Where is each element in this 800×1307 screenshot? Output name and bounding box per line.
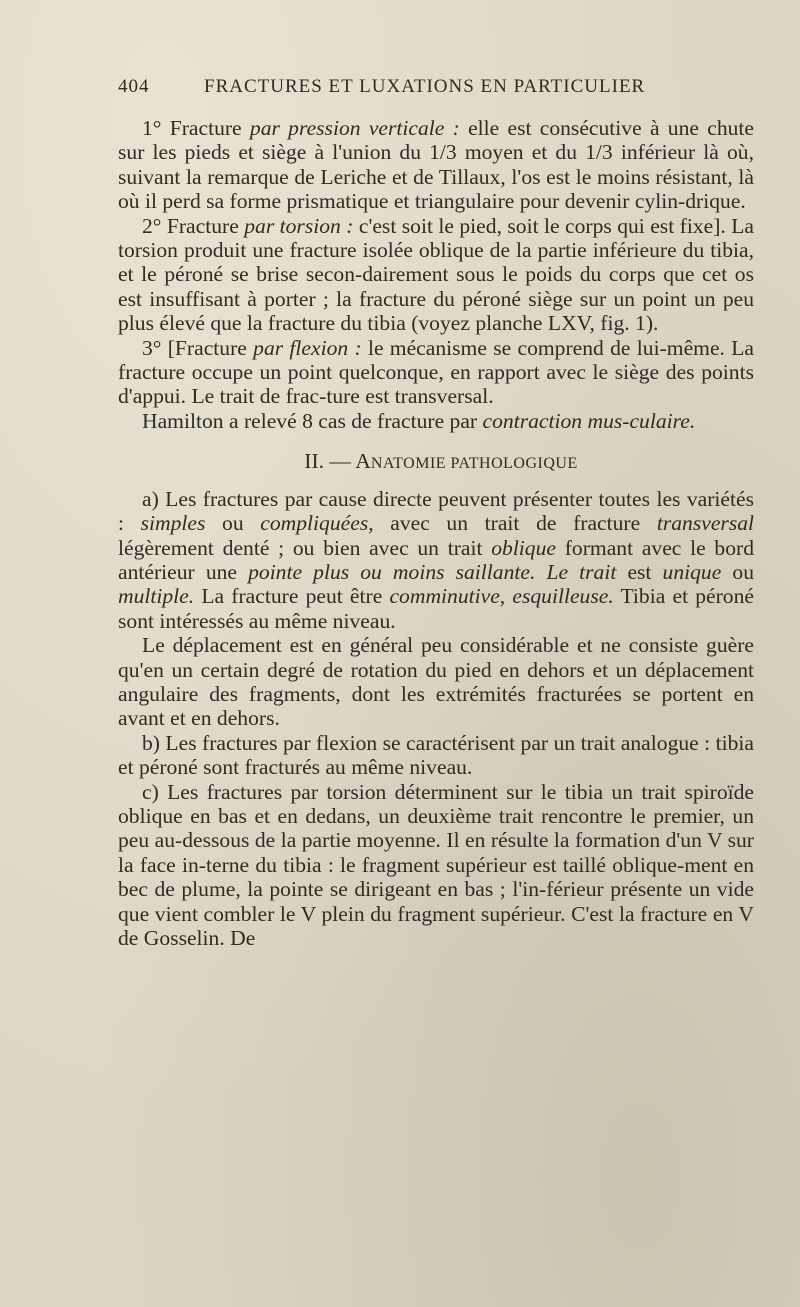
text-run: ou	[205, 511, 261, 536]
emphasis: par torsion :	[244, 213, 354, 238]
paragraph-torsion	[118, 214, 754, 336]
emphasis: contraction mus-culaire.	[482, 408, 696, 433]
emphasis: oblique	[491, 535, 556, 560]
paragraph-hamilton	[118, 409, 754, 433]
text-run: Tibia et péroné sont intéressés au même niveau.	[118, 584, 754, 633]
paragraph-lead: 3° [Fracture	[142, 335, 254, 360]
page-number: 404	[118, 76, 150, 97]
text-run: est	[616, 559, 663, 584]
body-text	[118, 116, 754, 950]
paragraph-text: le mécanisme se comprend de lui-même. La fracture occupe un point quelconque, en rapport avec le siège des points d'appui. Le trait de frac-ture est transversal.	[118, 335, 754, 409]
text-run: formant avec le bord antérieur une	[118, 535, 754, 584]
emphasis: multiple.	[118, 584, 195, 609]
emphasis: pointe plus ou moins saillante. Le trait	[248, 559, 617, 584]
running-title: FRACTURES ET LUXATIONS EN PARTICULIER	[204, 76, 646, 97]
section-title-rest: NATOMIE PATHOLOGIQUE	[370, 455, 578, 473]
section-heading	[118, 449, 754, 476]
text-run: La fracture peut être	[194, 584, 390, 609]
emphasis: comminutive, esquilleuse.	[389, 584, 614, 609]
paragraph-flexion	[118, 336, 754, 409]
section-initial: A	[355, 449, 371, 474]
paragraph-lead: Hamilton a relevé 8 cas de fracture par	[142, 408, 483, 433]
text-run: ou	[721, 559, 754, 584]
text-run: a) Les fractures par cause directe peuvent présenter toutes les variétés :	[118, 486, 754, 536]
running-header	[118, 76, 758, 102]
paragraph-lead: 2° Fracture	[142, 213, 245, 238]
paragraph-vertical-pressure	[118, 116, 754, 214]
paragraph-text: c'est soit le pied, soit le corps qui est fixe]. La torsion produit une fracture isolée oblique de la partie inférieure du tibia, et le péroné se brise secon-dairement sous le poids du corps que cet os est insuffisant à porter ; la fracture du péroné siège sur un point un peu plus élevé que la fracture du tibia (voyez planche LXV, fig. 1).	[118, 213, 754, 336]
paragraph-lead: 1° Fracture	[142, 116, 250, 140]
emphasis: unique	[662, 559, 722, 584]
emphasis: compliquées,	[260, 511, 374, 536]
paragraph-text: elle est consécutive à une chute sur les pieds et siège à l'union du 1/3 moyen et du 1/3 inférieur là où, suivant la remarque de Leriche et de Tillaux, l'os est le moins résistant, là où il perd sa forme prismatique et triangulaire pour devenir cylin-drique.	[118, 116, 754, 214]
emphasis: simples	[140, 511, 206, 536]
text-run: légèrement denté ; ou bien avec un trait	[118, 535, 492, 560]
section-numeral: II. —	[304, 449, 356, 474]
text-run: avec un trait de fracture	[373, 511, 657, 536]
paragraph-flexion-fractures: b) Les fractures par flexion se caractérisent par un trait analogue : tibia et péroné sont fracturés au même niveau.	[118, 730, 754, 780]
paragraph-direct-cause	[118, 487, 754, 633]
paragraph-torsion-fractures: c) Les fractures par torsion déterminent sur le tibia un trait spiroïde oblique en bas et en dedans, un deuxième trait rencontre le premier, un peu au-dessous de la partie moyenne. Il en résulte la formation d'un V sur la face in-terne du tibia : le fragment supérieur est taillé oblique-ment en bec de plume, la pointe se dirigeant en bas ; l'in-férieur présente un vide que vient combler le V plein du fragment supérieur. C'est la fracture en V de Gosselin. De	[118, 779, 754, 950]
emphasis: par flexion :	[253, 335, 362, 360]
emphasis: par pression verticale :	[249, 116, 460, 140]
emphasis: transversal	[656, 511, 755, 536]
paragraph-displacement: Le déplacement est en général peu considérable et ne consiste guère qu'en un certain degré de rotation du pied en dehors et un déplacement angulaire des fragments, dont les extrémités fracturées se portent en avant et en dehors.	[118, 633, 754, 731]
